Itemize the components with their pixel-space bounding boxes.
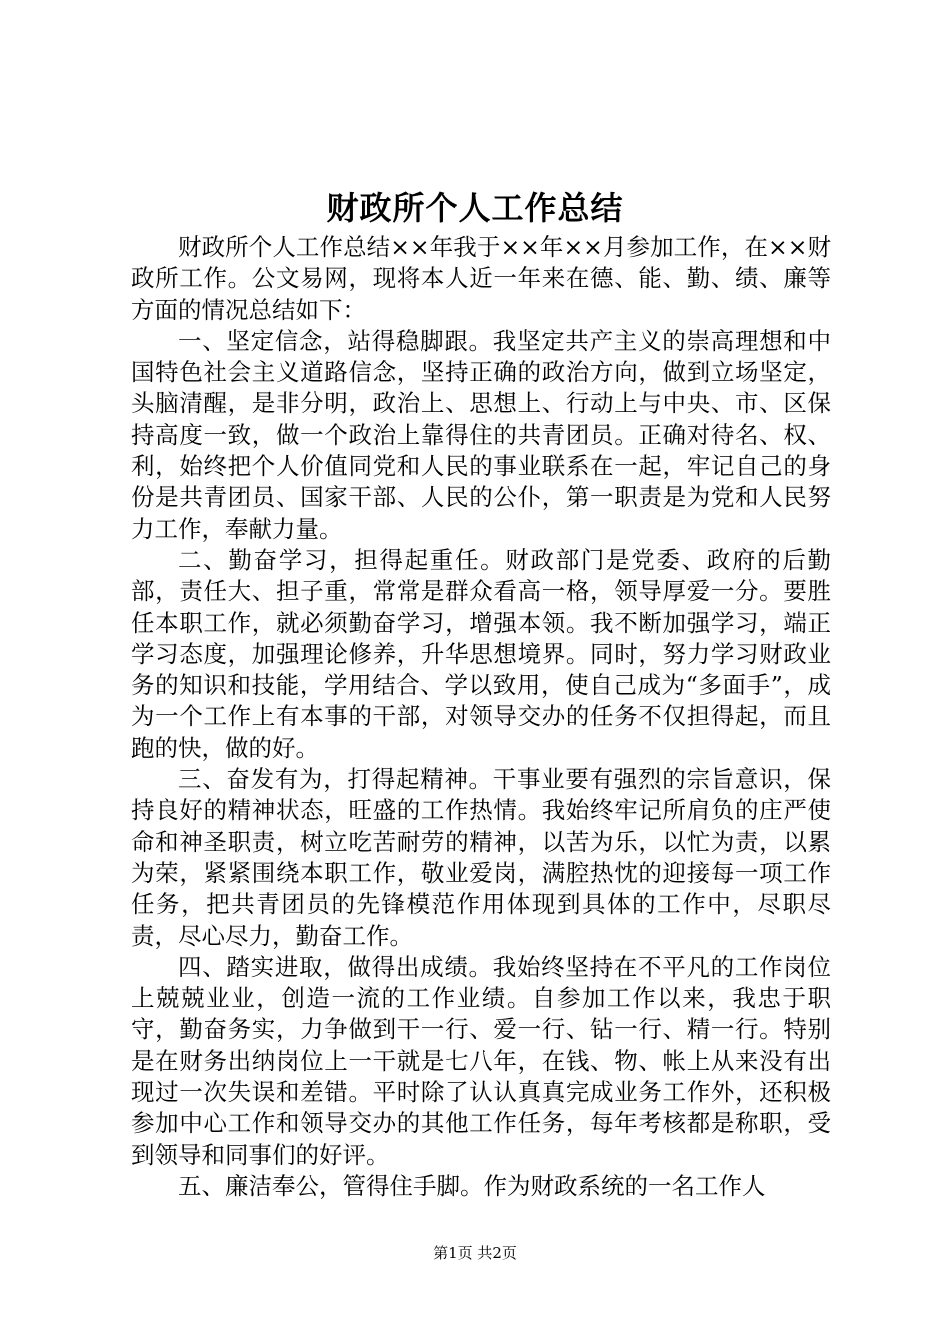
paragraph-section-4: 四、踏实进取，做得出成绩。我始终坚持在不平凡的工作岗位上兢兢业业，创造一流的工作业绩。自参加工作以来，我忠于职守，勤奋务实，力争做到干一行、爱一行、钻一行、精一行。特别是在财务出纳岗位上一干就是七八年，在钱、物、帐上从来没有出现过一次失误和差错。平时除了认认真真完成业务工作外，还积极参加中心工作和领导交办的其他工作任务，每年考核都是称职，受到领导和同事们的好评。 — [131, 952, 831, 1169]
document-title: 财政所个人工作总结 — [326, 189, 624, 227]
paragraph-section-5: 五、廉洁奉公，管得住手脚。作为财政系统的一名工作人 — [178, 1171, 766, 1200]
paragraph-section-2: 二、勤奋学习，担得起重任。财政部门是党委、政府的后勤部，责任大、担子重，常常是群众看高一格，领导厚爱一分。要胜任本职工作，就必须勤奋学习，增强本领。我不断加强学习，端正学习态度，加强理论修养，升华思想境界。同时，努力学习财政业务的知识和技能，学用结合、学以致用，使自己成为“多面手”，成为一个工作上有本事的干部，对领导交办的任务不仅担得起，而且跑的快，做的好。 — [131, 545, 831, 762]
page-number-footer: 第1页 共2页 — [433, 1244, 517, 1262]
document-body — [131, 232, 831, 1202]
paragraph-intro: 财政所个人工作总结××年我于××年××月参加工作，在××财政所工作。公文易网，现将本人近一年来在德、能、勤、绩、廉等方面的情况总结如下： — [131, 233, 831, 324]
paragraph-section-1: 一、坚定信念，站得稳脚跟。我坚定共产主义的崇高理想和中国特色社会主义道路信念，坚持正确的政治方向，做到立场坚定，头脑清醒，是非分明，政治上、思想上、行动上与中央、市、区保持高度一致，做一个政治上靠得住的共青团员。正确对待名、权、利，始终把个人价值同党和人民的事业联系在一起，牢记自己的身份是共青团员、国家干部、人民的公仆，第一职责是为党和人民努力工作，奉献力量。 — [131, 326, 831, 543]
paragraph-section-3: 三、奋发有为，打得起精神。干事业要有强烈的宗旨意识，保持良好的精神状态，旺盛的工作热情。我始终牢记所肩负的庄严使命和神圣职责，树立吃苦耐劳的精神，以苦为乐，以忙为责，以累为荣，紧紧围绕本职工作，敬业爱岗，满腔热忱的迎接每一项工作任务，把共青团员的先锋模范作用体现到具体的工作中，尽职尽责，尽心尽力，勤奋工作。 — [131, 765, 831, 950]
